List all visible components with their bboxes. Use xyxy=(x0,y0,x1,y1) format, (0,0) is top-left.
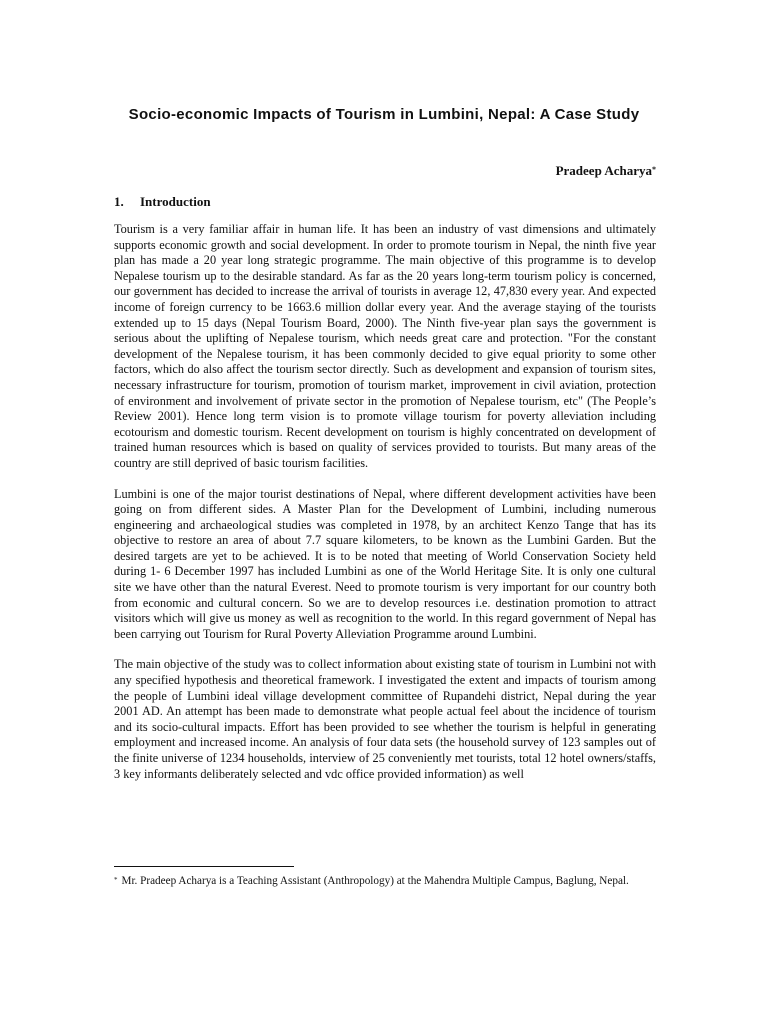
footnote-mark: * xyxy=(114,876,118,884)
author-footnote-mark: * xyxy=(652,165,656,174)
paragraph: The main objective of the study was to collect information about existing state of tourism in Lumbini not with any specified hypothesis and theoretical framework. I investigated the extent and impacts of tourism among the people of Lumbini ideal village development committee of Rupandehi district, Nepal during the year 2001 AD. An attempt has been made to demonstrate what people actual feel about the incidence of tourism and its socio-cultural impacts. Effort has been provided to see whether the tourism is helpful in generating employment and increased income. An analysis of four data sets (the household survey of 123 samples out of the finite universe of 1234 households, interview of 25 conveniently met tourists, total 12 hotel owners/staffs, 3 key informants deliberately selected and vdc office provided information) as well xyxy=(114,657,656,781)
paper-title: Socio-economic Impacts of Tourism in Lumbini, Nepal: A Case Study xyxy=(128,106,640,123)
section-number: 1. xyxy=(114,194,124,209)
footnote-text: Mr. Pradeep Acharya is a Teaching Assistant (Anthropology) at the Mahendra Multiple Campus, Baglung, Nepal. xyxy=(121,875,629,887)
body-text xyxy=(114,222,656,797)
author-line xyxy=(556,163,656,179)
paragraph: Lumbini is one of the major tourist destinations of Nepal, where different development activities have been going on from different sides. A Master Plan for the Development of Lumbini, including numerous engineering and archaeological studies was completed in 1978, by an architect Kenzo Tange that has its objective to restore an area of about 7.7 square kilometers, to be known as the Lumbini Garden. But the desired targets are yet to be achieved. It is to be noted that meeting of World Conservation Society held during 1- 6 December 1997 has included Lumbini as one of the World Heritage Site. It is only one cultural site we have other than the natural Everest. Need to promote tourism is very important for our country both from economic and cultural concern. So we are to develop resources i.e. destination promotion to attract visitors which will give us money as well as recognition to the world. In this regard government of Nepal has been carrying out Tourism for Rural Poverty Alleviation Programme around Lumbini. xyxy=(114,486,656,641)
author-name: Pradeep Acharya xyxy=(555,163,652,178)
section-title: Introduction xyxy=(140,194,211,209)
paragraph: Tourism is a very familiar affair in human life. It has been an industry of vast dimensions and ultimately supports economic growth and social development. In order to promote tourism in Nepal, the ninth five year plan has made a 20 year long strategic programme. The main objective of this programme is to develop Nepalese tourism up to the desirable standard. As far as the 20 years long-term tourism policy is concerned, our government has decided to increase the arrival of tourists in average 12, 47,830 every year. And expected income of foreign currency to be 1663.6 million dollar every year. And the average staying of the tourists extended up to 15 days (Nepal Tourism Board, 2000). The Ninth five-year plan says the government is serious about the uplifting of Nepalese tourism, which needs great care and protection. "For the constant development of the Nepalese tourism, it has been commonly decided to give equal priority to some other factors, which do also affect the tourism sector directly. Such as development and expansion of tourism sites, necessary infrastructure for tourism, promotion of tourism market, improvement in civil aviation, protection of environment and involvement of private sector in the promotion of Nepalese tourism, etc" (The People’s Review 2001). Hence long term vision is to promote village tourism for poverty alleviation including ecotourism and domestic tourism. Recent development on tourism is highly concentrated on development of trained human resources which is based on quality of services provided to tourists. But many areas of the country are still deprived of basic tourism facilities. xyxy=(114,222,656,470)
footnote-divider xyxy=(114,866,294,867)
section-heading xyxy=(114,194,211,210)
footnote xyxy=(114,874,656,889)
